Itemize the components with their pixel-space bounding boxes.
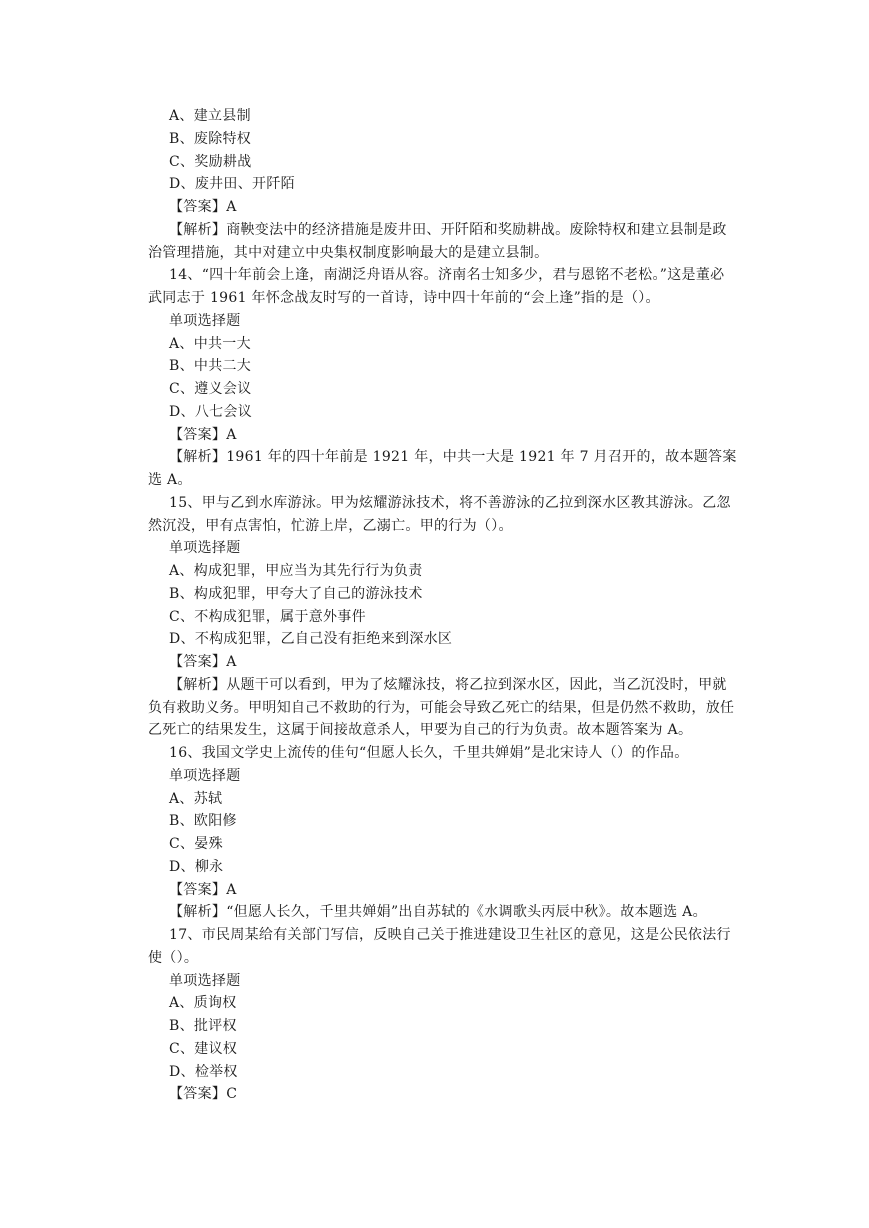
option-c: C、晏殊: [169, 836, 223, 852]
option-b: B、中共二大: [169, 358, 252, 375]
option-a: A、建立县制: [169, 108, 251, 124]
option-c: C、奖励耕战: [169, 153, 252, 170]
option-c: C、建议权: [169, 1040, 238, 1057]
option-b: B、批评权: [169, 1018, 237, 1034]
analysis-paragraph: 【解析】商鞅变法中的经济措施是废井田、开阡陌和奖励耕战。废除特权和建立县制是政治管理措施，其中对建立中央集权制度影响最大的是建立县制。: [148, 221, 727, 261]
option-d: D、柳永: [169, 858, 224, 875]
option-d: D、不构成犯罪，乙自己没有拒绝来到深水区: [169, 631, 453, 648]
option-d: D、检举权: [169, 1063, 238, 1080]
option-c: C、不构成犯罪，属于意外事件: [169, 608, 366, 625]
question-type: 单项选择题: [169, 972, 241, 989]
option-b: B、构成犯罪，甲夸大了自己的游泳技术: [169, 585, 423, 602]
question-text: 16、我国文学史上流传的佳句“但愿人长久，千里共婵娟”是北宋诗人（）的作品。: [169, 745, 689, 761]
question-15-block: [148, 492, 738, 742]
analysis-paragraph: 【解析】1961 年的四十年前是 1921 年，中共一大是 1921 年 7 月召开的，故本题答案选 A。: [148, 449, 737, 488]
question-type: 单项选择题: [169, 312, 241, 329]
question-text: 17、市民周某给有关部门写信，反映自己关于推进建设卫生社区的意见，这是公民依法行使（）。: [148, 927, 731, 966]
question-13-block: [148, 105, 738, 264]
option-c: C、遵义会议: [169, 381, 252, 397]
answer-line: 【答案】A: [169, 199, 237, 215]
option-a: A、质询权: [169, 995, 237, 1012]
option-d: D、废井田、开阡陌: [169, 176, 295, 193]
answer-line: 【答案】A: [169, 426, 237, 443]
answer-line: 【答案】A: [169, 654, 237, 670]
question-17-block: [148, 924, 738, 1106]
question-text: 15、甲与乙到水库游泳。甲为炫耀游泳技术，将不善游泳的乙拉到深水区教其游泳。乙忽然沉没，甲有点害怕，忙游上岸，乙溺亡。甲的行为（）。: [148, 494, 731, 534]
option-b: B、废除特权: [169, 130, 252, 147]
question-14-block: [148, 264, 738, 492]
answer-line: 【答案】A: [169, 881, 237, 898]
option-b: B、欧阳修: [169, 813, 237, 830]
analysis-paragraph: 【解析】“但愿人长久，千里共婵娟”出自苏轼的《水调歌头丙辰中秋》。故本题选 A。: [169, 904, 707, 921]
question-type: 单项选择题: [169, 540, 241, 557]
question-type: 单项选择题: [169, 767, 241, 784]
option-a: A、苏轼: [169, 790, 223, 807]
option-a: A、构成犯罪，甲应当为其先行行为负责: [169, 563, 423, 579]
answer-line: 【答案】C: [169, 1086, 238, 1103]
question-text: 14、“四十年前会上逢，南湖泛舟语从容。济南名士知多少，君与恩铭不老松。”这是董必武同志于 1961 年怀念战友时写的一首诗，诗中四十年前的“会上逢”指的是（）。: [148, 267, 725, 306]
document-body: [148, 105, 738, 1106]
question-16-block: [148, 742, 738, 924]
option-a: A、中共一大: [169, 335, 251, 352]
analysis-paragraph: 【解析】从题干可以看到，甲为了炫耀泳技，将乙拉到深水区，因此，当乙沉没时，甲就负有救助义务。甲明知自己不救助的行为，可能会导致乙死亡的结果，但是仍然不救助，放任乙死亡的结果发生，这属于间接故意杀人，甲要为自己的行为负责。故本题答案为 A。: [148, 676, 735, 739]
option-d: D、八七会议: [169, 403, 253, 420]
